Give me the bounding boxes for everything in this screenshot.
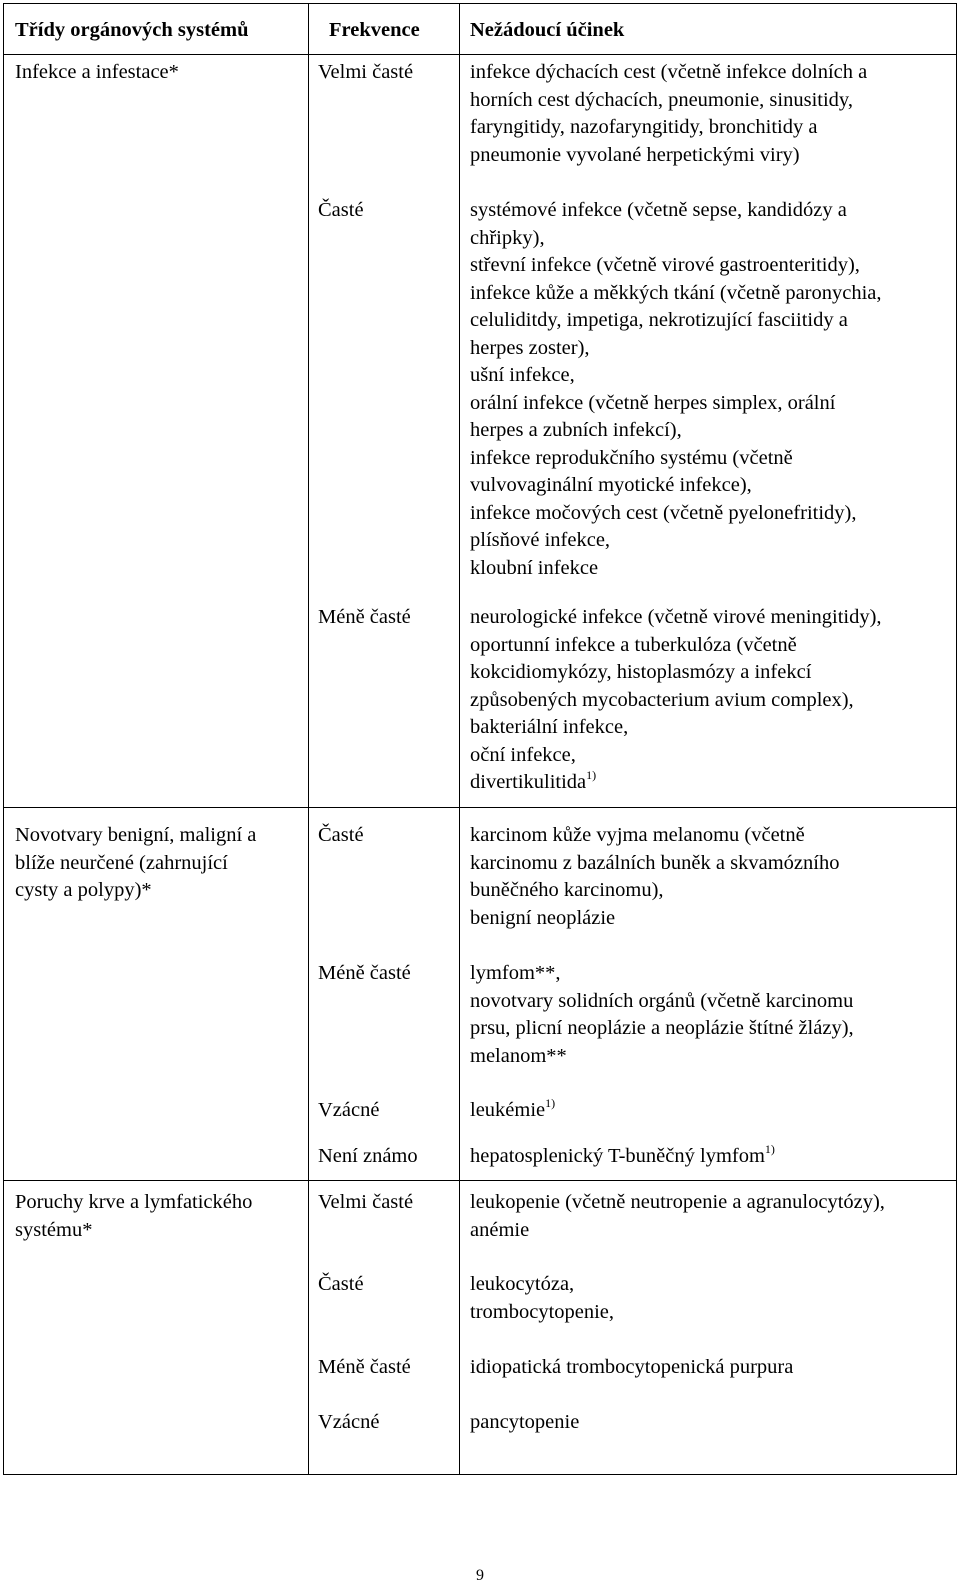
column-divider (308, 4, 309, 1474)
frequency-label: Méně časté (318, 962, 411, 984)
adverse-effect-text: leukocytóza, trombocytopenie, (470, 1273, 615, 1323)
adverse-effect-body: neurologické infekce (včetně virové meningitidy), oportunní infekce a tuberkulóza (včetně kokcidiomykózy, histoplasmózy a infekcí způsobených mycobacterium avium complex), bakteriální infekce, oční infekce, divertikulitida (470, 606, 882, 793)
header-frequency: Frekvence (329, 19, 420, 41)
organ-class-label: Infekce a infestace* (15, 61, 179, 83)
organ-class-label: Novotvary benigní, maligní a blíže neurčené (zahrnující cysty a polypy)* (15, 824, 257, 901)
adverse-effect-text (470, 1143, 775, 1171)
header-organ-class: Třídy orgánových systémů (15, 19, 249, 41)
column-divider (459, 4, 460, 1474)
frequency-label: Méně časté (318, 1356, 411, 1378)
organ-class-label: Poruchy krve a lymfatického systému* (15, 1191, 253, 1241)
adverse-effect-text (470, 604, 882, 797)
adverse-effect-body: hepatosplenický T-buněčný lymfom (470, 1145, 765, 1167)
adverse-effect-text: lymfom**, novotvary solidních orgánů (včetně karcinomu prsu, plicní neoplázie a neoplázie štítné žlázy), melanom** (470, 962, 854, 1067)
frequency-label: Časté (318, 824, 364, 846)
frequency-label: Velmi časté (318, 61, 414, 83)
adverse-effect-body: leukémie (470, 1099, 546, 1121)
adverse-effect-text (470, 1097, 555, 1125)
adverse-effect-text: systémové infekce (včetně sepse, kandidózy a chřipky), střevní infekce (včetně virové gastroenteritidy), infekce kůže a měkkých tkání (včetně paronychia, celuliditdy, impetiga, nekrotizující fasciitidy a herpes zoster), ušní infekce, orální infekce (včetně herpes simplex, orální herpes a zubních infekcí), infekce reprodukčního systému (včetně vulvovaginální myotické infekce), infekce močových cest (včetně pyelonefritidy), plísňové infekce, kloubní infekce (470, 199, 882, 579)
adverse-effect-text: pancytopenie (470, 1411, 580, 1433)
frequency-label: Velmi časté (318, 1191, 414, 1213)
adverse-effect-text: infekce dýchacích cest (včetně infekce dolních a horních cest dýchacích, pneumonie, sinusitidy, faryngitidy, nazofaryngitidy, bronchitidy a pneumonie vyvolané herpetickými viry) (470, 61, 868, 166)
footnote-marker: 1) (764, 1142, 775, 1156)
row-divider (4, 807, 956, 808)
header-divider (4, 54, 956, 55)
adverse-effect-text: leukopenie (včetně neutropenie a agranulocytózy), anémie (470, 1191, 885, 1241)
frequency-label: Časté (318, 199, 364, 221)
footnote-marker: 1) (545, 1096, 556, 1110)
adverse-effect-text: karcinom kůže vyjma melanomu (včetně karcinomu z bazálních buněk a skvamózního buněčného karcinomu), benigní neoplázie (470, 824, 840, 929)
adverse-effect-text: idiopatická trombocytopenická purpura (470, 1356, 794, 1378)
adverse-effects-table (3, 3, 957, 1475)
frequency-label: Vzácné (318, 1411, 380, 1433)
row-divider (4, 1180, 956, 1181)
frequency-label: Méně časté (318, 606, 411, 628)
footnote-marker: 1) (586, 768, 597, 782)
header-adverse-effect: Nežádoucí účinek (470, 19, 625, 41)
frequency-label: Časté (318, 1273, 364, 1295)
frequency-label: Vzácné (318, 1099, 380, 1121)
frequency-label: Není známo (318, 1145, 418, 1167)
page-number: 9 (476, 1567, 484, 1584)
